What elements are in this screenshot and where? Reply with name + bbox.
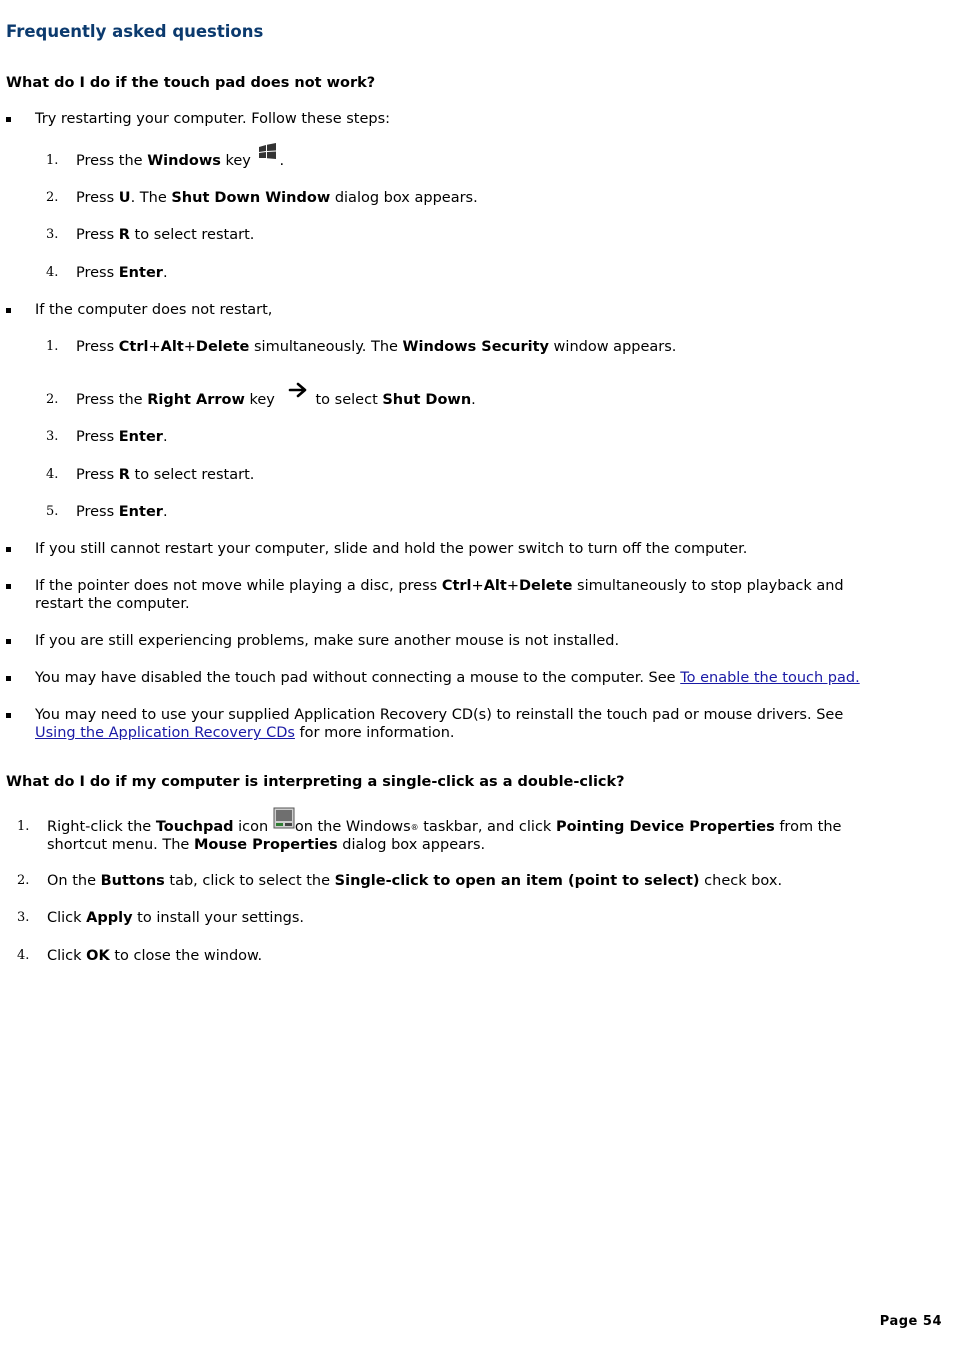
question-heading-single-click: What do I do if my computer is interpreting a single-click as a double-click? xyxy=(6,774,625,790)
link-enable-touch-pad[interactable]: To enable the touch pad. xyxy=(680,670,860,686)
bullet xyxy=(6,308,11,313)
step-press-r: Press R to select restart. xyxy=(76,227,255,243)
step-number: 2. xyxy=(17,873,30,888)
step-number: 4. xyxy=(17,948,30,963)
step-click-ok: Click OK to close the window. xyxy=(47,948,263,964)
list-item: You may have disabled the touch pad without connecting a mouse to the computer. See To enable the touch pad. xyxy=(35,670,860,686)
bullet xyxy=(6,117,11,122)
bullet xyxy=(6,713,11,718)
list-item-continuation: restart the computer. xyxy=(35,596,190,612)
step-number: 5. xyxy=(46,504,59,519)
windows-logo-icon xyxy=(257,142,279,166)
bullet xyxy=(6,547,11,552)
step-number: 1. xyxy=(46,153,59,168)
list-item: If the pointer does not move while playing a disc, press Ctrl+Alt+Delete simultaneously to stop playback and xyxy=(35,578,844,594)
step-press-ctrl-alt-delete: Press Ctrl+Alt+Delete simultaneously. The Windows Security window appears. xyxy=(76,339,677,355)
right-arrow-icon xyxy=(288,381,310,403)
step-number: 2. xyxy=(46,392,59,407)
link-application-recovery-cds[interactable]: Using the Application Recovery CDs xyxy=(35,725,295,741)
step-number: 3. xyxy=(46,227,59,242)
step-press-u: Press U. The Shut Down Window dialog box appears. xyxy=(76,190,478,206)
bullet xyxy=(6,676,11,681)
list-item: If you are still experiencing problems, make sure another mouse is not installed. xyxy=(35,633,620,649)
step-press-windows: Press the Windows key . xyxy=(76,153,284,169)
step-press-enter: Press Enter. xyxy=(76,504,168,520)
step-number: 2. xyxy=(46,190,59,205)
step-number: 1. xyxy=(46,339,59,354)
list-item-continuation: Using the Application Recovery CDs for more information. xyxy=(35,725,455,741)
step-click-apply: Click Apply to install your settings. xyxy=(47,910,305,926)
step-press-enter: Press Enter. xyxy=(76,429,168,445)
step-number: 3. xyxy=(17,910,30,925)
step-right-click-touchpad: Right-click the Touchpad icon on the Windows® taskbar, and click Pointing Device Properties from the xyxy=(47,819,841,835)
list-item: Try restarting your computer. Follow these steps: xyxy=(35,111,391,127)
page-number: Page 54 xyxy=(879,1314,942,1329)
step-press-enter: Press Enter. xyxy=(76,265,168,281)
page-title: Frequently asked questions xyxy=(6,22,264,41)
step-buttons-tab: On the Buttons tab, click to select the Single-click to open an item (point to select) check box. xyxy=(47,873,783,889)
bullet xyxy=(6,584,11,589)
step-number: 4. xyxy=(46,467,59,482)
list-item: You may need to use your supplied Application Recovery CD(s) to reinstall the touch pad or mouse drivers. See xyxy=(35,707,844,723)
step-press-right-arrow: Press the Right Arrow key to select Shut Down. xyxy=(76,392,476,408)
question-heading-touchpad: What do I do if the touch pad does not work? xyxy=(6,75,376,91)
list-item: If you still cannot restart your computer, slide and hold the power switch to turn off the computer. xyxy=(35,541,748,557)
step-number: 3. xyxy=(46,429,59,444)
touchpad-icon xyxy=(273,807,295,833)
step-number: 1. xyxy=(17,819,30,834)
bullet xyxy=(6,639,11,644)
list-item: If the computer does not restart, xyxy=(35,302,273,318)
step-number: 4. xyxy=(46,265,59,280)
step-continuation: shortcut menu. The Mouse Properties dialog box appears. xyxy=(47,837,486,853)
step-press-r: Press R to select restart. xyxy=(76,467,255,483)
